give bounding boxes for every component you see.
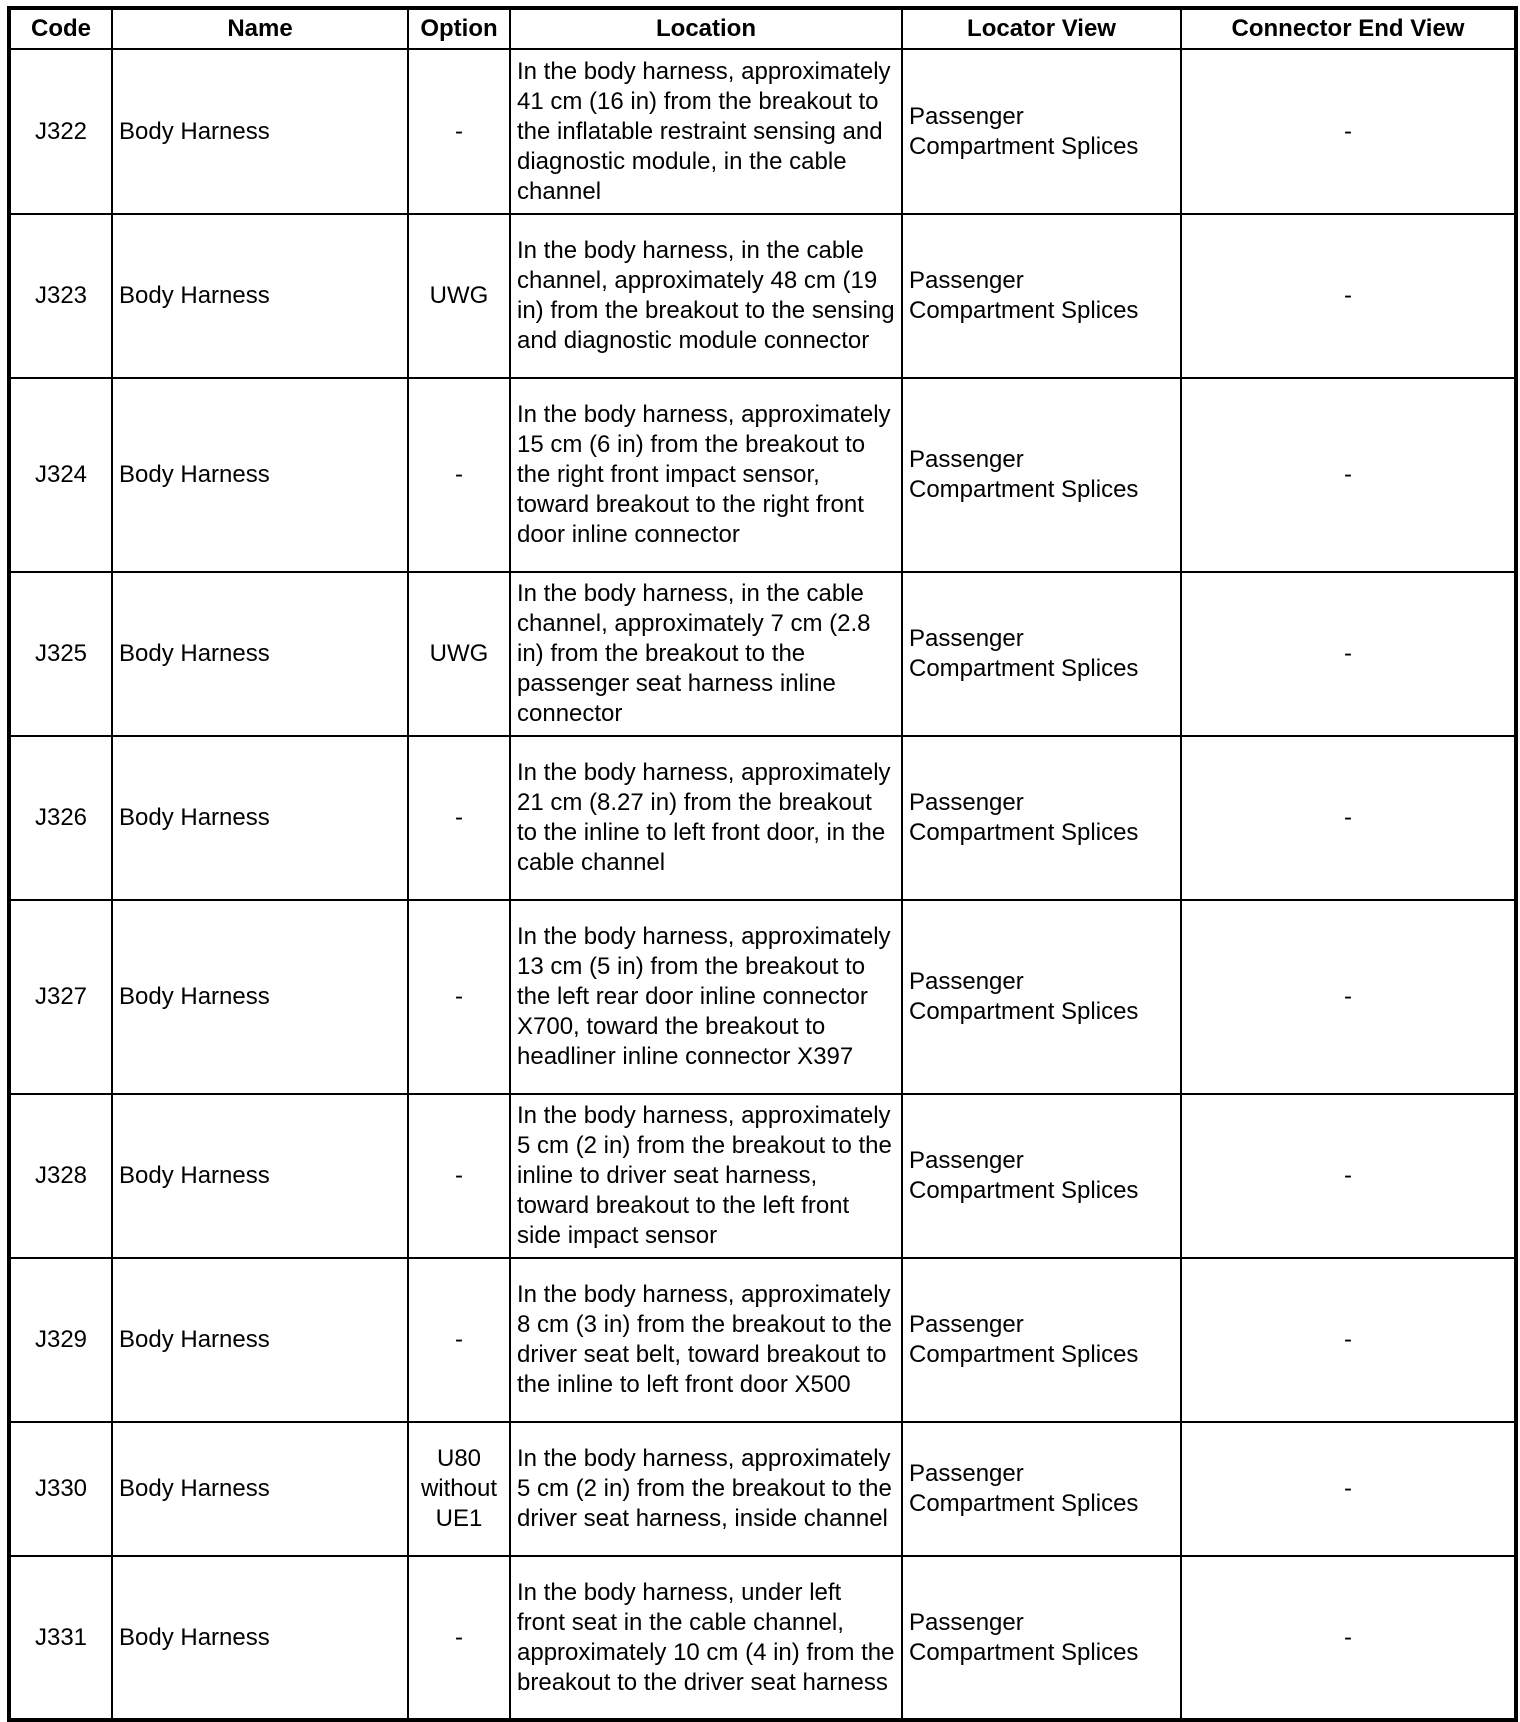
cell-connector-end-view: - — [1181, 900, 1516, 1094]
cell-option: UWG — [408, 214, 510, 378]
header-location: Location — [510, 8, 902, 49]
cell-location: In the body harness, approximately 13 cm (5 in) from the breakout to the left rear door inline connector X700, toward the breakout to headliner inline connector X397 — [510, 900, 902, 1094]
header-locator-view: Locator View — [902, 8, 1181, 49]
cell-name: Body Harness — [112, 1556, 408, 1720]
cell-connector-end-view: - — [1181, 1556, 1516, 1720]
cell-option: - — [408, 378, 510, 572]
header-name: Name — [112, 8, 408, 49]
cell-option: - — [408, 1094, 510, 1258]
cell-connector-end-view: - — [1181, 1258, 1516, 1422]
splice-table — [7, 6, 1518, 1722]
cell-code: J328 — [9, 1094, 112, 1258]
cell-connector-end-view: - — [1181, 378, 1516, 572]
cell-locator-view: Passenger Compartment Splices — [902, 1094, 1181, 1258]
cell-option: - — [408, 900, 510, 1094]
cell-name: Body Harness — [112, 572, 408, 736]
header-row — [9, 8, 1516, 49]
cell-code: J323 — [9, 214, 112, 378]
cell-code: J326 — [9, 736, 112, 900]
cell-connector-end-view: - — [1181, 1094, 1516, 1258]
cell-locator-view: Passenger Compartment Splices — [902, 378, 1181, 572]
cell-option: - — [408, 49, 510, 214]
cell-name: Body Harness — [112, 1422, 408, 1556]
table-row — [9, 1422, 1516, 1556]
cell-option: U80 without UE1 — [408, 1422, 510, 1556]
cell-option: - — [408, 1556, 510, 1720]
cell-name: Body Harness — [112, 378, 408, 572]
cell-locator-view: Passenger Compartment Splices — [902, 214, 1181, 378]
cell-connector-end-view: - — [1181, 572, 1516, 736]
cell-connector-end-view: - — [1181, 1422, 1516, 1556]
cell-location: In the body harness, approximately 21 cm (8.27 in) from the breakout to the inline to left front door, in the cable channel — [510, 736, 902, 900]
cell-option: - — [408, 736, 510, 900]
table-row — [9, 49, 1516, 214]
cell-code: J329 — [9, 1258, 112, 1422]
table-row — [9, 572, 1516, 736]
cell-connector-end-view: - — [1181, 49, 1516, 214]
table-row — [9, 378, 1516, 572]
cell-name: Body Harness — [112, 900, 408, 1094]
cell-code: J325 — [9, 572, 112, 736]
table-row — [9, 1258, 1516, 1422]
cell-name: Body Harness — [112, 1094, 408, 1258]
cell-location: In the body harness, under left front seat in the cable channel, approximately 10 cm (4 in) from the breakout to the driver seat harness — [510, 1556, 902, 1720]
cell-code: J330 — [9, 1422, 112, 1556]
header-code: Code — [9, 8, 112, 49]
cell-location: In the body harness, approximately 5 cm (2 in) from the breakout to the inline to driver seat harness, toward breakout to the left front side impact sensor — [510, 1094, 902, 1258]
cell-location: In the body harness, in the cable channel, approximately 7 cm (2.8 in) from the breakout to the passenger seat harness inline connector — [510, 572, 902, 736]
table-row — [9, 1556, 1516, 1720]
header-option: Option — [408, 8, 510, 49]
cell-option: UWG — [408, 572, 510, 736]
cell-locator-view: Passenger Compartment Splices — [902, 1556, 1181, 1720]
cell-code: J322 — [9, 49, 112, 214]
header-connector-end-view: Connector End View — [1181, 8, 1516, 49]
cell-locator-view: Passenger Compartment Splices — [902, 736, 1181, 900]
cell-name: Body Harness — [112, 1258, 408, 1422]
cell-name: Body Harness — [112, 214, 408, 378]
cell-connector-end-view: - — [1181, 214, 1516, 378]
cell-location: In the body harness, approximately 41 cm (16 in) from the breakout to the inflatable restraint sensing and diagnostic module, in the cable channel — [510, 49, 902, 214]
cell-location: In the body harness, approximately 5 cm (2 in) from the breakout to the driver seat harness, inside channel — [510, 1422, 902, 1556]
cell-name: Body Harness — [112, 49, 408, 214]
cell-locator-view: Passenger Compartment Splices — [902, 900, 1181, 1094]
cell-code: J324 — [9, 378, 112, 572]
cell-locator-view: Passenger Compartment Splices — [902, 1422, 1181, 1556]
cell-locator-view: Passenger Compartment Splices — [902, 572, 1181, 736]
cell-location: In the body harness, in the cable channel, approximately 48 cm (19 in) from the breakout to the sensing and diagnostic module connector — [510, 214, 902, 378]
cell-locator-view: Passenger Compartment Splices — [902, 1258, 1181, 1422]
cell-option: - — [408, 1258, 510, 1422]
cell-locator-view: Passenger Compartment Splices — [902, 49, 1181, 214]
table-row — [9, 214, 1516, 378]
cell-code: J327 — [9, 900, 112, 1094]
table-row — [9, 900, 1516, 1094]
table-row — [9, 1094, 1516, 1258]
cell-name: Body Harness — [112, 736, 408, 900]
table-row — [9, 736, 1516, 900]
cell-location: In the body harness, approximately 8 cm (3 in) from the breakout to the driver seat belt, toward breakout to the inline to left front door X500 — [510, 1258, 902, 1422]
cell-location: In the body harness, approximately 15 cm (6 in) from the breakout to the right front impact sensor, toward breakout to the right front door inline connector — [510, 378, 902, 572]
cell-connector-end-view: - — [1181, 736, 1516, 900]
cell-code: J331 — [9, 1556, 112, 1720]
